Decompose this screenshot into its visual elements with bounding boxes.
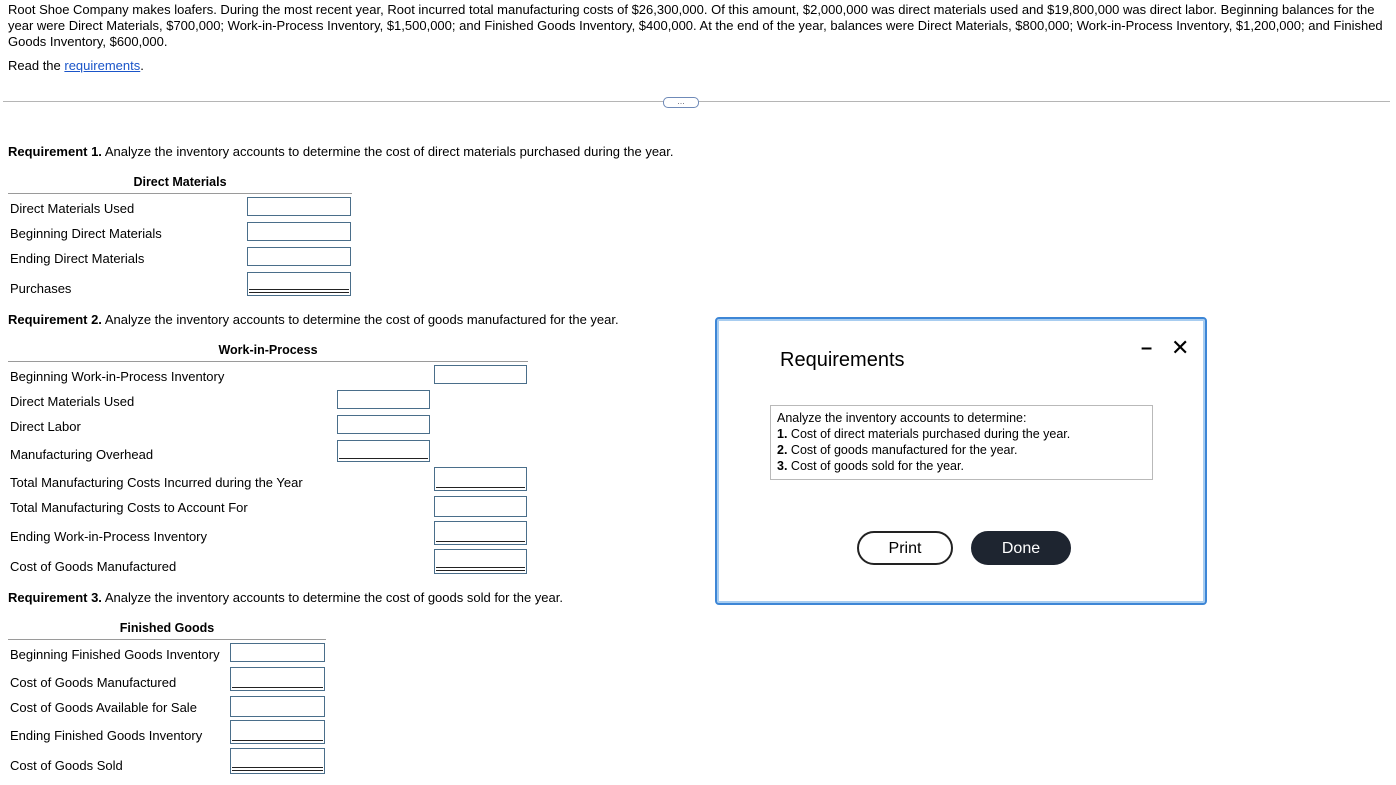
requirement-2-text: Analyze the inventory accounts to determine the cost of goods manufactured for the year. xyxy=(101,312,619,327)
requirement-number: 1. xyxy=(777,427,788,441)
requirement-text: Cost of goods sold for the year. xyxy=(787,459,964,473)
requirement-1-heading xyxy=(8,144,674,159)
fg-row-label: Cost of Goods Available for Sale xyxy=(10,700,197,715)
wip-total-account-input[interactable] xyxy=(434,496,527,517)
work-in-process-title: Work-in-Process xyxy=(218,343,318,357)
done-button[interactable]: Done xyxy=(971,531,1071,565)
wip-row-label: Beginning Work-in-Process Inventory xyxy=(10,369,225,384)
fg-row-label: Cost of Goods Manufactured xyxy=(10,675,177,690)
requirement-3-text: Analyze the inventory accounts to determine the cost of goods sold for the year. xyxy=(101,590,563,605)
wip-row-label: Total Manufacturing Costs to Account For xyxy=(10,500,248,515)
read-requirements-line xyxy=(8,58,144,73)
total-underline xyxy=(232,767,323,768)
total-underline xyxy=(232,770,323,771)
requirement-number: 2. xyxy=(777,443,788,457)
requirement-3-label: Requirement 3. xyxy=(8,590,102,605)
work-in-process-rule xyxy=(8,361,528,362)
subtotal-underline xyxy=(436,487,525,488)
direct-materials-title: Direct Materials xyxy=(133,175,227,189)
dialog-title: Requirements xyxy=(780,349,905,371)
read-suffix: . xyxy=(140,58,144,73)
wip-row-label: Direct Materials Used xyxy=(10,394,135,409)
finished-goods-title: Finished Goods xyxy=(119,621,215,635)
wip-row-label: Total Manufacturing Costs Incurred during the Year xyxy=(10,475,303,490)
dm-row-label: Direct Materials Used xyxy=(10,201,135,216)
requirement-number: 3. xyxy=(777,459,788,473)
wip-row-label: Manufacturing Overhead xyxy=(10,447,154,462)
requirement-item xyxy=(777,426,1146,442)
direct-materials-rule xyxy=(8,193,352,194)
requirement-text: Cost of goods manufactured for the year. xyxy=(787,443,1018,457)
finished-goods-rule xyxy=(8,639,326,640)
fg-available-input[interactable] xyxy=(230,696,325,717)
requirements-link[interactable]: requirements xyxy=(64,58,141,73)
fg-row-label: Ending Finished Goods Inventory xyxy=(10,728,203,743)
total-underline xyxy=(436,570,525,571)
dm-ending-input[interactable] xyxy=(247,247,351,266)
requirement-text: Cost of direct materials purchased during the year. xyxy=(787,427,1071,441)
requirement-3-heading xyxy=(8,590,563,605)
read-prefix: Read the xyxy=(8,58,65,73)
dm-used-input[interactable] xyxy=(247,197,351,216)
requirement-2-label: Requirement 2. xyxy=(8,312,102,327)
subtotal-underline xyxy=(436,541,525,542)
requirements-dialog xyxy=(715,317,1207,605)
dm-beginning-input[interactable] xyxy=(247,222,351,241)
minimize-icon[interactable]: – xyxy=(1141,337,1153,359)
requirement-item xyxy=(777,442,1146,458)
subtotal-underline xyxy=(232,687,323,688)
fg-row-label: Cost of Goods Sold xyxy=(10,758,123,773)
requirement-2-heading xyxy=(8,312,619,327)
total-underline xyxy=(436,567,525,568)
requirements-list-box xyxy=(770,405,1153,480)
wip-row-label: Ending Work-in-Process Inventory xyxy=(10,529,208,544)
dm-row-label: Beginning Direct Materials xyxy=(10,226,162,241)
total-underline xyxy=(249,289,349,290)
requirements-intro: Analyze the inventory accounts to determine: xyxy=(777,411,1027,425)
fg-beginning-input[interactable] xyxy=(230,643,325,662)
wip-direct-labor-input[interactable] xyxy=(337,415,430,434)
subtotal-underline xyxy=(232,740,323,741)
fg-row-label: Beginning Finished Goods Inventory xyxy=(10,647,220,662)
wip-row-label: Cost of Goods Manufactured xyxy=(10,559,177,574)
problem-statement: Root Shoe Company makes loafers. During the most recent year, Root incurred total manufacturing costs of $26,300,000. Of this amount, $2,000,000 was direct materials used and $19,800,000 was direct labor. Beginning balances for the year were Direct Materials, $700,000; Work-in-Process Inventory, $1,500,000; and Finished Goods Inventory, $400,000. At the end of the year, balances were Direct Materials, $800,000; Work-in-Process Inventory, $1,200,000; and Finished Goods Inventory, $600,000. xyxy=(8,2,1383,49)
requirement-item xyxy=(777,458,1146,474)
wip-row-label: Direct Labor xyxy=(10,419,81,434)
print-button[interactable]: Print xyxy=(857,531,953,565)
close-icon[interactable]: ✕ xyxy=(1171,335,1190,360)
total-underline xyxy=(249,292,349,293)
expand-button[interactable]: … xyxy=(663,97,699,108)
wip-beginning-input[interactable] xyxy=(434,365,527,384)
requirement-1-label: Requirement 1. xyxy=(8,144,102,159)
subtotal-underline xyxy=(339,458,428,459)
wip-dm-used-input[interactable] xyxy=(337,390,430,409)
requirement-1-text: Analyze the inventory accounts to determine the cost of direct materials purchased during the year. xyxy=(101,144,674,159)
dm-row-label: Ending Direct Materials xyxy=(10,251,145,266)
dm-row-label: Purchases xyxy=(10,281,72,296)
